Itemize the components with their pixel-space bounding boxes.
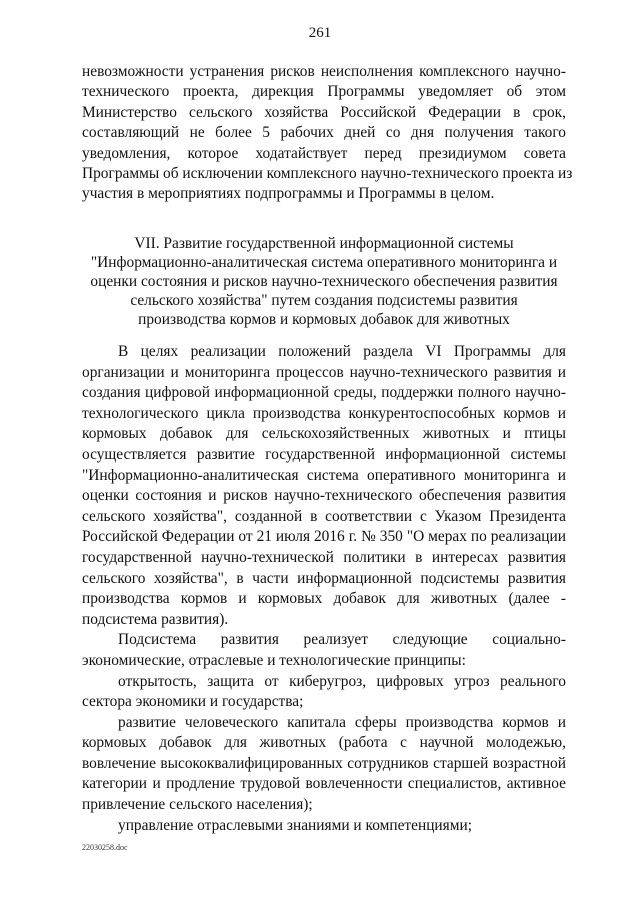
- text-line: управление отраслевыми знаниями и компетенциями;: [118, 816, 472, 834]
- text-line: Подсистема развития реализует следующие социально-: [118, 631, 566, 649]
- heading-line: сельского хозяйства" путем создания подсистемы развития: [130, 292, 518, 309]
- heading-line: оценки состояния и рисков научно-технического обеспечения развития: [90, 273, 558, 290]
- text-line: открытость, защита от киберугроз, цифровых угроз реального: [118, 672, 566, 690]
- text-line: Российской Федерации от 21 июля 2016 г. № 350 "О мерах по реализации: [82, 528, 566, 546]
- text-line: "Информационно-аналитическая система оперативного мониторинга и: [82, 466, 566, 484]
- main-body: [82, 342, 566, 836]
- text-line: экономические, отраслевые и технологические принципы:: [82, 651, 466, 669]
- text-line: подсистема развития).: [82, 610, 229, 628]
- intro-paragraph: [82, 62, 573, 205]
- text-line: уведомления, которое ходатайствует перед президиумом совета: [82, 144, 566, 162]
- heading-line: "Информационно-аналитическая система оперативного мониторинга и: [90, 254, 558, 271]
- text-line: участия в мероприятиях подпрограммы и Программы в целом.: [82, 185, 495, 203]
- text-line: кормовых добавок для животных (работа с научной молодежью,: [82, 734, 566, 752]
- text-line: технологического цикла производства конкурентоспособных кормов и: [82, 404, 566, 422]
- text-line: осуществляется развитие государственной информационной системы: [82, 445, 566, 463]
- heading-line: VII. Развитие государственной информационной системы: [134, 235, 514, 252]
- text-line: невозможности устранения рисков неисполнения комплексного научно-: [82, 63, 566, 80]
- text-line: государственной научно-технической политики в интересах развития: [82, 548, 566, 566]
- text-line: создания цифровой информационной среды, поддержки полного научно-: [82, 384, 566, 402]
- text-line: оценки состояния и рисков научно-технического обеспечения развития: [82, 487, 566, 505]
- document-code: 22030258.doc: [82, 843, 128, 852]
- text-line: вовлечение высококвалифицированных сотрудников старшей возрастной: [82, 754, 566, 772]
- text-line: Министерство сельского хозяйства Российской Федерации в срок,: [82, 103, 566, 121]
- text-line: развитие человеческого капитала сферы производства кормов и: [118, 713, 566, 731]
- heading-line: производства кормов и кормовых добавок для животных: [138, 311, 510, 328]
- text-line: В целях реализации положений раздела VI Программы для: [118, 343, 566, 360]
- text-line: производства кормов и кормовых добавок для животных (далее -: [82, 590, 566, 608]
- text-line: кормовых добавок для сельскохозяйственных животных и птицы: [82, 425, 566, 443]
- text-line: технического проекта, дирекция Программы уведомляет об этом: [82, 83, 566, 101]
- text-line: сельского хозяйства", созданной в соответствии с Указом Президента: [82, 507, 566, 525]
- text-line: сельского хозяйства", в части информационной подсистемы развития: [82, 569, 566, 587]
- text-line: составляющий не более 5 рабочих дней со дня получения такого: [82, 124, 566, 142]
- text-line: привлечение сельского населения);: [82, 796, 313, 814]
- page-number: 261: [308, 25, 332, 41]
- text-line: Программы об исключении комплексного научно-технического проекта из: [82, 164, 573, 182]
- text-line: организации и мониторинга процессов научно-технического развития и: [82, 363, 566, 381]
- text-line: сектора экономики и государства;: [82, 693, 304, 711]
- section-heading: [82, 234, 566, 329]
- text-line: категории и продление трудовой вовлеченности специалистов, активное: [82, 775, 566, 793]
